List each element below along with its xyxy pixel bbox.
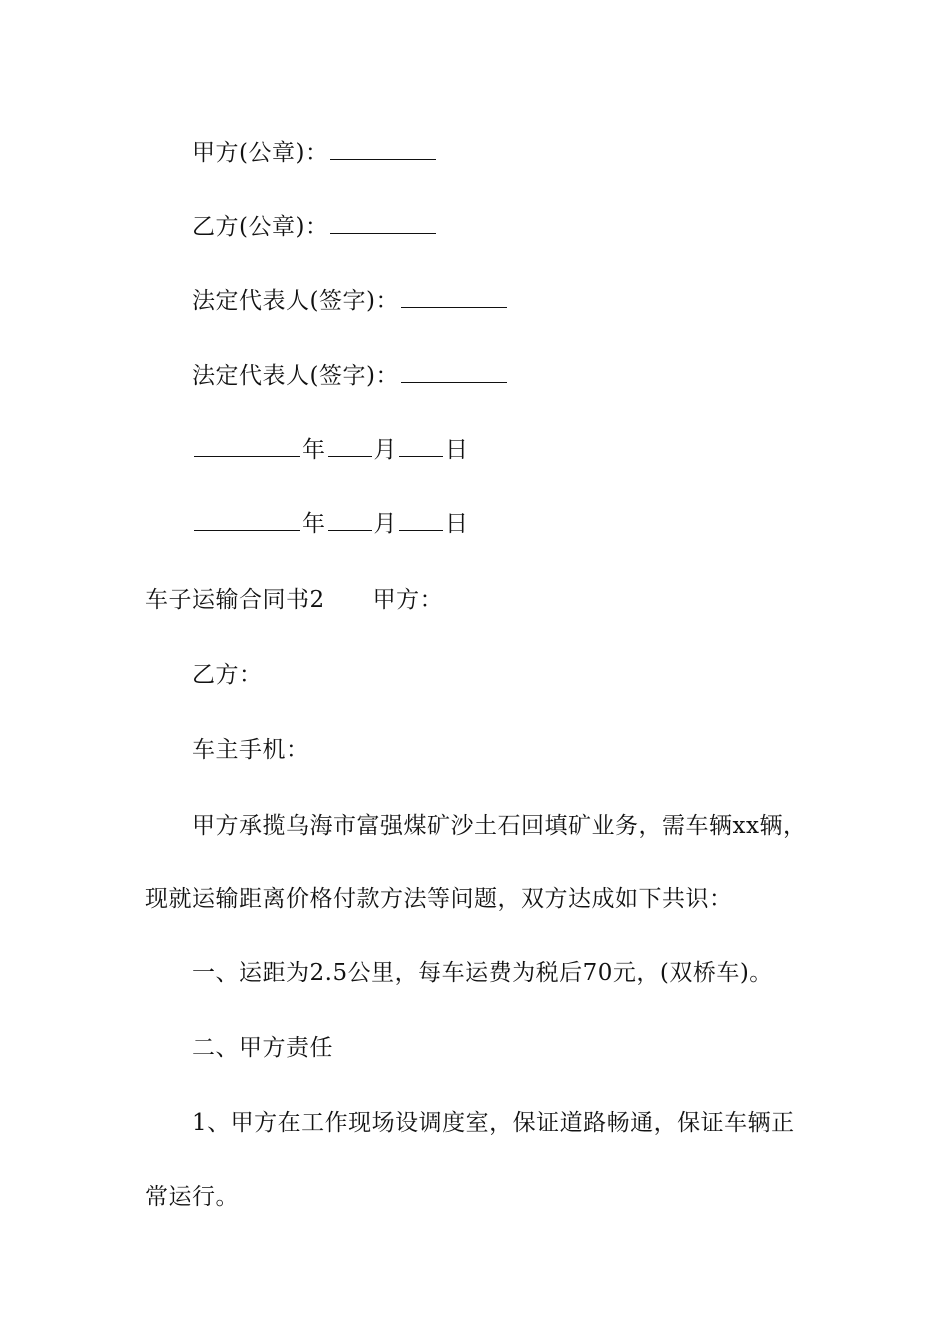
- year-blank-2: [194, 508, 300, 531]
- owner-phone-label: 车主手机：: [192, 737, 310, 763]
- legal-rep-line-1: [192, 285, 509, 316]
- intro-paragraph-line-2: [145, 884, 733, 914]
- clause-2-item-1-text-2: 常运行。: [145, 1184, 239, 1210]
- clause-2-heading-text: 二、甲方责任: [192, 1035, 333, 1061]
- party-b-label: 乙方：: [192, 662, 263, 688]
- owner-phone-line: [192, 735, 310, 765]
- month-label-2: 月: [373, 511, 397, 537]
- legal-rep-line-2: [192, 360, 509, 391]
- clause-2-item-1-text-1: 1、甲方在工作现场设调度室，保证道路畅通，保证车辆正: [192, 1110, 795, 1136]
- party-b-seal-blank: [330, 211, 436, 234]
- clause-2-heading: [192, 1033, 333, 1063]
- legal-rep-label-2: 法定代表人(签字)：: [192, 363, 399, 389]
- party-b-line: [192, 660, 263, 690]
- intro-text-2: 现就运输距离价格付款方法等问题，双方达成如下共识：: [145, 886, 733, 912]
- day-label-2: 日: [445, 511, 469, 537]
- date-line-1: [192, 434, 469, 465]
- party-b-seal-line: [192, 211, 438, 242]
- party-a-seal-label: 甲方(公章)：: [192, 140, 329, 166]
- legal-rep-blank-2: [401, 360, 507, 383]
- day-blank-1: [399, 434, 443, 457]
- month-label-1: 月: [373, 437, 397, 463]
- month-blank-2: [328, 508, 372, 531]
- date-line-2: [192, 508, 469, 539]
- clause-2-item-1-line-1: [192, 1108, 795, 1138]
- day-label-1: 日: [445, 437, 469, 463]
- party-a-label: 甲方：: [372, 587, 444, 613]
- month-blank-1: [328, 434, 372, 457]
- year-label-1: 年: [302, 437, 326, 463]
- clause-2-item-1-line-2: [145, 1182, 239, 1212]
- intro-text-1: 甲方承揽乌海市富强煤矿沙土石回填矿业务，需车辆xx辆，: [192, 813, 807, 839]
- intro-paragraph-line-1: [192, 811, 806, 841]
- contract-title: 车子运输合同书2: [145, 587, 325, 613]
- party-a-seal-line: [192, 137, 438, 168]
- year-blank-1: [194, 434, 300, 457]
- contract-title-line: [145, 585, 443, 615]
- party-b-seal-label: 乙方(公章)：: [192, 214, 329, 240]
- year-label-2: 年: [302, 511, 326, 537]
- clause-1-text: 一、运距为2.5公里，每车运费为税后70元，(双桥车)。: [192, 960, 773, 986]
- party-a-seal-blank: [330, 137, 436, 160]
- legal-rep-blank-1: [401, 285, 507, 308]
- clause-1: [192, 958, 773, 988]
- day-blank-2: [399, 508, 443, 531]
- legal-rep-label-1: 法定代表人(签字)：: [192, 288, 399, 314]
